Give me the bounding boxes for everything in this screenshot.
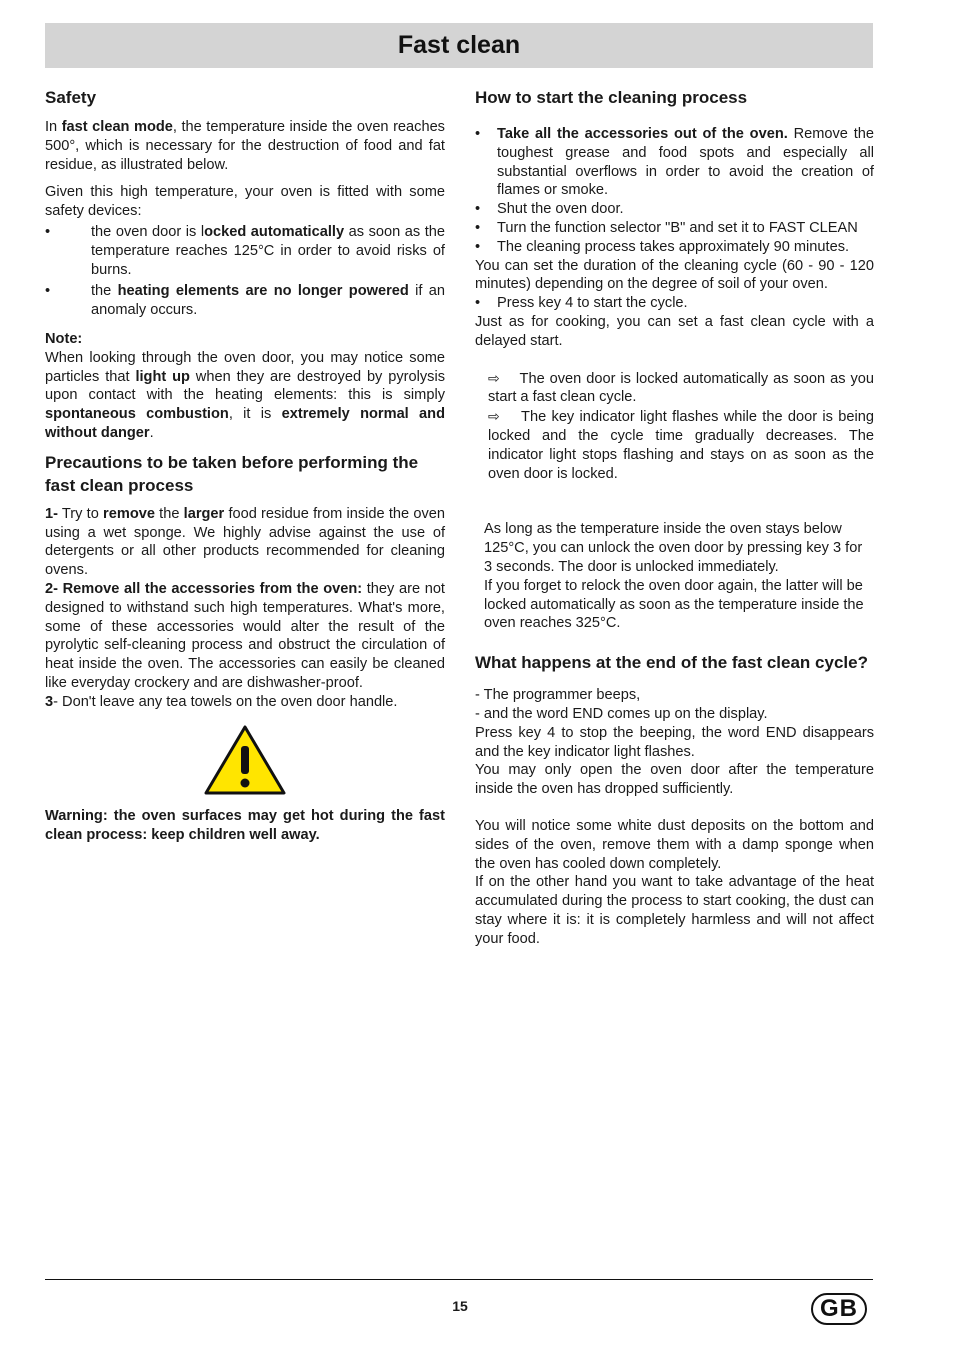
unlock-note-2: If you forget to relock the oven door again, the latter will be locked automatically as soon as the temperature inside the oven reaches 325°C. bbox=[484, 577, 864, 632]
footer-divider bbox=[45, 1279, 873, 1280]
safety-paragraph: In fast clean mode, the temperature inside the oven reaches 500°, which is necessary for the destruction of food and fat residue, as illustrated below. bbox=[45, 119, 445, 173]
precautions-heading: Precautions to be taken before performing the fast clean process bbox=[45, 452, 419, 495]
end-section bbox=[475, 686, 874, 948]
unlock-note-1: As long as the temperature inside the oven stays below 125°C, you can unlock the oven door by pressing key 3 for 3 seconds. The door is unlocked immediately. bbox=[484, 521, 863, 575]
list-item: • Shut the oven door. bbox=[475, 201, 624, 218]
list-item: • The cleaning process takes approximately 90 minutes. bbox=[475, 238, 850, 255]
page-title: Fast clean bbox=[45, 23, 873, 68]
arrow-right-icon: ⇨ bbox=[488, 369, 500, 386]
warning-triangle-icon bbox=[203, 724, 287, 796]
safety-devices-intro: Given this high temperature, your oven is fitted with some safety devices: bbox=[45, 184, 445, 220]
end-line-4: You may only open the oven door after the temperature inside the oven has dropped sufficiently. bbox=[475, 762, 874, 798]
list-item: • the heating elements are no longer powered if an anomaly occurs. bbox=[45, 283, 445, 319]
precaution-step-3: 3- Don't leave any tea towels on the oven door handle. bbox=[45, 693, 398, 710]
warning-symbol bbox=[45, 724, 445, 802]
language-badge: GB bbox=[811, 1293, 867, 1325]
delayed-start-paragraph: Just as for cooking, you can set a fast clean cycle with a delayed start. bbox=[475, 313, 874, 349]
end-line-2: - and the word END comes up on the display. bbox=[475, 705, 768, 722]
lock-notes bbox=[475, 369, 874, 484]
list-item: • the oven door is locked automatically as soon as the temperature reaches 125°C in order to avoid risks of burns. bbox=[45, 223, 445, 278]
end-line-1: - The programmer beeps, bbox=[475, 687, 641, 704]
end-line-6: If on the other hand you want to take advantage of the heat accumulated during the process to start cooking, the dust can stay where it is: it is completely harmless and will not affect your food. bbox=[475, 874, 874, 947]
lock-note-2: ⇨ The key indicator light flashes while the door is being locked and the cycle time gradually decreases. The indicator light stops flashing and stays on as soon as the oven door is locked. bbox=[488, 408, 875, 482]
page-number: 15 bbox=[452, 1298, 468, 1314]
precaution-step-1: 1- Try to remove the larger food residue from inside the oven using a wet sponge. We highly advise against the use of detergents or all other products recommended for cleaning ovens. bbox=[45, 505, 445, 579]
start-heading: How to start the cleaning process bbox=[475, 88, 748, 107]
arrow-right-icon: ⇨ bbox=[488, 408, 500, 425]
safety-heading: Safety bbox=[45, 88, 97, 107]
left-column bbox=[45, 86, 445, 845]
end-line-3: Press key 4 to stop the beeping, the word END disappears and the key indicator light flashes. bbox=[475, 724, 874, 760]
end-heading: What happens at the end of the fast clean cycle? bbox=[475, 653, 868, 673]
note-label: Note: bbox=[45, 330, 83, 347]
precaution-step-2: 2- Remove all the accessories from the oven: they are not designed to withstand such high temperatures. What's more, some of these accessories would alter the result of the pyrolytic self-cleaning process and obstruct the circulation of heat inside the oven. The accessories can easily be cleaned like everyday crockery and are dishwasher-proof. bbox=[45, 580, 445, 691]
warning-text: Warning: the oven surfaces may get hot during the fast clean process: keep children well away. bbox=[45, 808, 445, 844]
note-paragraph: When looking through the oven door, you may notice some particles that light up when they are destroyed by pyrolysis upon contact with the heating elements: this is simply spontaneous combustion, it is extremely normal and without danger. bbox=[45, 349, 445, 441]
list-item: • Press key 4 to start the cycle. bbox=[475, 295, 688, 312]
right-column bbox=[475, 86, 874, 948]
list-item: • Take all the accessories out of the oven. Remove the toughest grease and food spots and especially all substantial overflows in order to avoid the creation of flames or smoke. bbox=[475, 126, 874, 199]
end-line-5: You will notice some white dust deposits on the bottom and sides of the oven, remove them with a damp sponge when the oven has cooled down completely. bbox=[475, 817, 874, 872]
unlock-notes bbox=[475, 520, 874, 633]
duration-paragraph: You can set the duration of the cleaning cycle (60 - 90 - 120 minutes) depending on the degree of soil of your oven. bbox=[475, 257, 874, 293]
lock-note-1: ⇨ The oven door is locked automatically as soon as you start a fast clean cycle. bbox=[488, 369, 875, 406]
list-item: • Turn the function selector "B" and set it to FAST CLEAN bbox=[475, 219, 858, 236]
